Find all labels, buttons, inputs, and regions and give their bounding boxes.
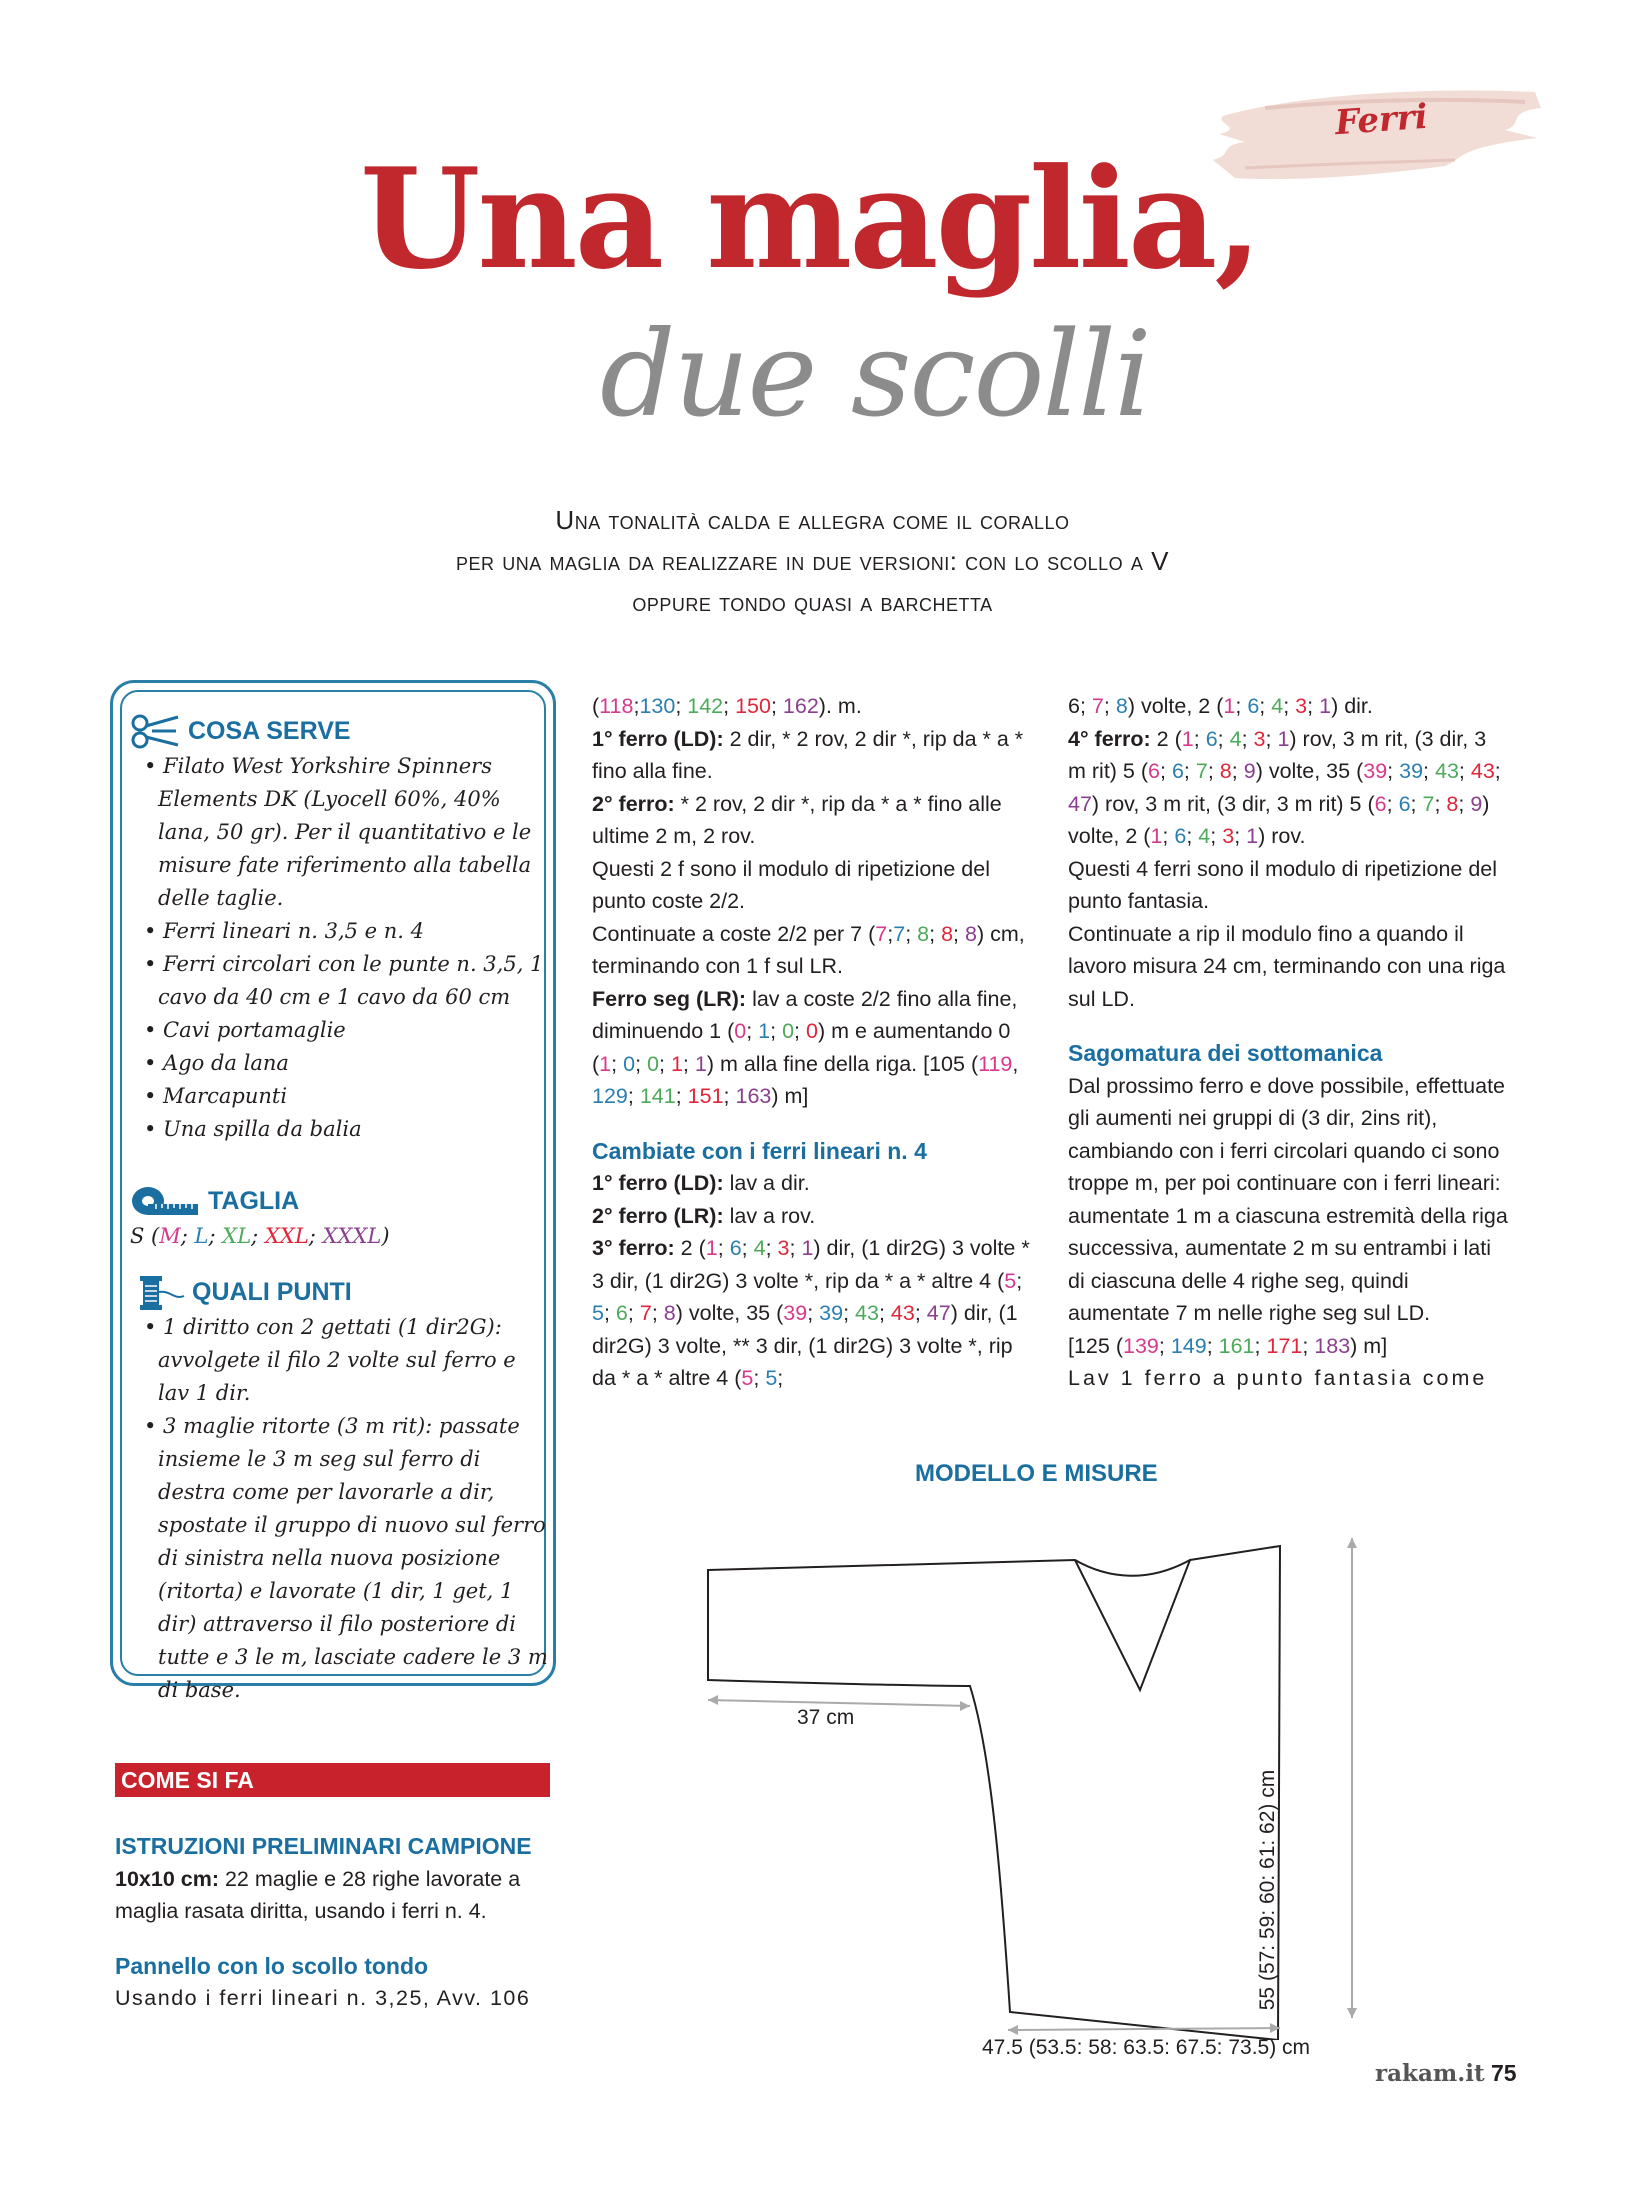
f1-instruction: 1° ferro (LD): lav a dir. <box>592 1171 810 1195</box>
page-footer <box>1375 2060 1517 2087</box>
come-si-fa-column <box>115 1830 555 2015</box>
yarn-spool-icon <box>130 1272 186 1312</box>
row-2-instruction: 2° ferro: * 2 rov, 2 dir *, rip da * a * fino alle ultime 2 m, 2 rov. <box>592 791 1002 848</box>
list-item: • Ferri lineari n. 3,5 e n. 4 <box>144 919 425 943</box>
cambiate-heading: Cambiate con i ferri lineari n. 4 <box>592 1137 927 1164</box>
list-item: • 3 maglie ritorte (3 m rit): passate insieme le 3 m seg sul ferro di destra come per lavorarle a dir, spostate il gruppo di nuovo sul ferro di sinistra nella nuova posizione (ritorta) e lavorate (1 dir, 1 get, 1 dir) attraverso il filo posteriore di tutte e 3 le m, lasciate cadere le 3 m di base. <box>144 1414 548 1702</box>
stitch-total: [125 (139; 149; 161; 171; 183) m] <box>1068 1333 1388 1358</box>
continuate-text: Continuate a rip il modulo fino a quando il lavoro misura 24 cm, terminando con una riga sul LD. <box>1068 921 1506 1011</box>
site-name: rakam.it <box>1375 2060 1485 2087</box>
intro-line: Una tonalità calda e allegra come il corallo <box>555 505 1070 535</box>
quali-punti-heading: QUALI PUNTI <box>130 1273 550 1311</box>
sagomatura-text: Dal prossimo ferro e dove possibile, effettuate gli aumenti nei gruppi di (3 dir, 2ins rit), cambiando con i ferri circolari quando ci sono troppe m, per poi continuare con i ferri lineari: aumentate 1 m a ciascuna estremità della riga successiva, aumentate 2 m su entrambi i lati di ciascuna delle 4 righe seg, quindi aumentate 7 m nelle righe seg sul LD. <box>1068 1073 1508 1325</box>
intro-line: per una maglia da realizzare in due versioni: con lo scollo a V <box>456 546 1169 576</box>
width-label: 47.5 (53.5: 58: 63.5: 67.5: 73.5) cm <box>982 2036 1311 2059</box>
campione-text: 10x10 cm: 22 maglie e 28 righe lavorate a maglia rasata diritta, usando i ferri n. 4. <box>115 1866 521 1923</box>
tape-measure-icon <box>130 1184 202 1218</box>
modulo-text: Questi 4 ferri sono il modulo di ripetizione del punto fantasia. <box>1068 856 1498 913</box>
instructions-column-2 <box>592 690 1032 1395</box>
section-tag-label: Ferri <box>1333 96 1429 144</box>
sagomatura-heading: Sagomatura dei sottomanica <box>1068 1040 1383 1066</box>
pannello-text: Usando i ferri lineari n. 3,25, Avv. 106 <box>115 1986 531 2010</box>
list-item: • Ago da lana <box>144 1051 289 1075</box>
continued-text: 6; 7; 8) volte, 2 (1; 6; 4; 3; 1) dir. <box>1068 694 1373 718</box>
row-1-instruction: 1° ferro (LD): 2 dir, * 2 rov, 2 dir *, rip da * a * fino alla fine. <box>592 726 1024 783</box>
taglia-heading: TAGLIA <box>130 1182 550 1220</box>
list-item: • 1 diritto con 2 gettati (1 dir2G): avvolgete il filo 2 volte sul ferro e lav 1 dir. <box>144 1315 516 1405</box>
ferro-seg-instruction: Ferro seg (LR): lav a coste 2/2 fino alla fine, diminuendo 1 (0; 1; 0; 0) m e aumentando 0 (1; 0; 0; 1; 1) m alla fine della riga. [105 (119, 129; 141; 151; 163) m] <box>592 986 1019 1108</box>
scissors-icon <box>130 713 182 749</box>
figure-title: MODELLO E MISURE <box>915 1460 1158 1487</box>
last-line: Lav 1 ferro a punto fantasia come <box>1068 1366 1488 1390</box>
cosa-serve-heading: COSA SERVE <box>130 712 550 750</box>
list-item: • Cavi portamaglie <box>144 1018 346 1042</box>
page-subtitle: due scolli <box>600 305 1150 443</box>
f4-instruction: 4° ferro: 2 (1; 6; 4; 3; 1) rov, 3 m rit, (3 dir, 3 m rit) 5 (6; 6; 7; 8; 9) volte, 35 (39; 39; 43; 43; 47) rov, 3 m rit, (3 dir, 3 m rit) 5 (6; 6; 7; 8; 9) volte, 2 (1; 6; 4; 3; 1) rov. <box>1068 726 1501 848</box>
info-box <box>130 712 550 1707</box>
continuate-text: Continuate a coste 2/2 per 7 (7;7; 8; 8; 8) cm, terminando con 1 f sul LR. <box>592 921 1025 978</box>
pannello-heading: Pannello con lo scollo tondo <box>115 1952 429 1979</box>
f2-instruction: 2° ferro (LR): lav a rov. <box>592 1203 816 1228</box>
sleeve-length-label: 37 cm <box>797 1706 855 1729</box>
sweater-outline <box>708 1546 1280 2040</box>
f3-instruction: 3° ferro: 2 (1; 6; 4; 3; 1) dir, (1 dir2G) 3 volte * 3 dir, (1 dir2G) 3 volte *, rip da * a * altre 4 (5; 5; 6; 7; 8) volte, 35 (39; 39; 43; 43; 47) dir, (1 dir2G) 3 volte, ** 3 dir, (1 dir2G) 3 volte *, rip da * a * altre 4 (5; 5; <box>592 1236 1030 1390</box>
list-item: • Filato West Yorkshire Spinners Elements DK (Lyocell 60%, 40% lana, 50 gr). Per il quantitativo e le misure fate riferimento alla tabella delle taglie. <box>144 754 532 910</box>
height-label: 55 (57: 59: 60: 61: 62) cm <box>1256 1769 1279 2011</box>
intro-text <box>250 500 1375 623</box>
list-item: • Ferri circolari con le punte n. 3,5, 1 cavo da 40 cm e 1 cavo da 60 cm <box>144 952 544 1009</box>
page-title: Una maglia, <box>360 137 1260 300</box>
page-number: 75 <box>1490 2060 1517 2086</box>
taglia-sizes: S (M; L; XL; XXL; XXXL) <box>130 1224 390 1248</box>
istruzioni-heading: ISTRUZIONI PRELIMINARI CAMPIONE <box>115 1833 532 1859</box>
intro-line: oppure tondo quasi a barchetta <box>632 587 993 617</box>
list-item: • Marcapunti <box>144 1084 288 1108</box>
instructions-column-3 <box>1068 690 1508 1395</box>
come-si-fa-banner: COME SI FA <box>115 1763 550 1797</box>
modulo-text: Questi 2 f sono il modulo di ripetizione del punto coste 2/2. <box>592 856 990 913</box>
stitch-count: (118;130; 142; 150; 162). m. <box>592 694 862 718</box>
list-item: • Una spilla da balia <box>144 1117 362 1141</box>
garment-schematic <box>680 1500 1410 2040</box>
